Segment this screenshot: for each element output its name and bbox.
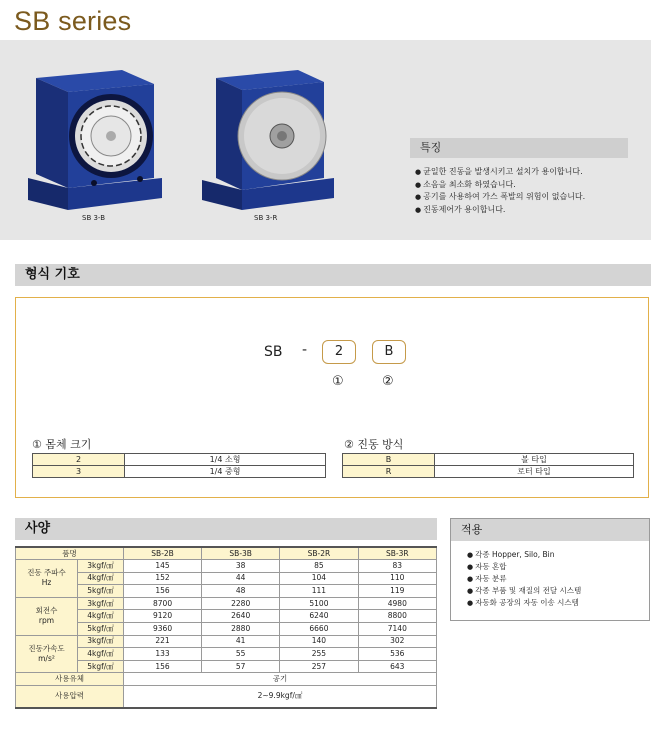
table-cell: 38 (202, 560, 280, 573)
product-label-sb3r: SB 3-R (254, 214, 278, 222)
spec-title: 사양 (15, 518, 437, 540)
group-label: 회전수 rpm (16, 597, 78, 635)
table-cell: 83 (358, 560, 436, 573)
vibration-title: ② 진동 방식 (344, 438, 404, 451)
table-cell: B (343, 454, 435, 466)
table-cell: 133 (124, 648, 202, 661)
code-box-body-size: 2 (322, 340, 356, 364)
feature-item: ● 공기를 사용하여 가스 폭발의 위험이 없습니다. (415, 191, 645, 204)
table-row (16, 572, 437, 585)
body-size-title: ① 몸체 크기 (32, 438, 92, 451)
table-cell: 111 (280, 585, 358, 598)
table-cell: 140 (280, 635, 358, 648)
application-title: 적용 (451, 519, 649, 541)
application-panel (450, 518, 650, 621)
table-cell: 8800 (358, 610, 436, 623)
table-cell: 85 (280, 560, 358, 573)
table-row (16, 585, 437, 598)
table-cell: 사용유체 (16, 673, 124, 686)
table-cell: 119 (358, 585, 436, 598)
table-cell: 110 (358, 572, 436, 585)
table-cell: 104 (280, 572, 358, 585)
table-cell: 57 (202, 660, 280, 673)
table-cell: 3 (33, 466, 125, 478)
table-cell: 7140 (358, 623, 436, 636)
table-cell: 255 (280, 648, 358, 661)
application-item: ● 자동화 공장의 자동 이송 시스템 (467, 597, 649, 609)
table-cell: 2880 (202, 623, 280, 636)
table-cell: 볼 타입 (435, 454, 634, 466)
table-row (33, 454, 326, 466)
table-cell: 44 (202, 572, 280, 585)
table-cell: 2 (33, 454, 125, 466)
table-row (343, 454, 634, 466)
table-cell: 1/4 중형 (125, 466, 326, 478)
table-cell: 4kgf/㎠ (78, 648, 124, 661)
table-cell: R (343, 466, 435, 478)
feature-item: ● 소음을 최소화 하였습니다. (415, 179, 645, 192)
page-title: SB series (14, 6, 132, 36)
application-item: ● 각종 부품 및 재질의 전달 시스템 (467, 585, 649, 597)
table-cell: 로터 타입 (435, 466, 634, 478)
table-cell: 536 (358, 648, 436, 661)
table-cell: 9360 (124, 623, 202, 636)
application-item: ● 자동 혼합 (467, 561, 649, 573)
code-box-vibration: B (372, 340, 406, 364)
model-code-box (15, 297, 649, 498)
table-cell: 221 (124, 635, 202, 648)
product-image-sb3r (198, 62, 338, 212)
table-row (33, 466, 326, 478)
table-cell: 145 (124, 560, 202, 573)
table-cell: 3kgf/㎠ (78, 597, 124, 610)
table-header: SB-2R (280, 547, 358, 560)
table-row (16, 623, 437, 636)
model-code-title: 형식 기호 (15, 264, 651, 286)
table-cell: 302 (358, 635, 436, 648)
code-num-2: ② (382, 374, 394, 389)
table-row (16, 597, 437, 610)
code-prefix: SB (264, 344, 283, 360)
product-image-sb3b (22, 60, 172, 210)
product-label-sb3b: SB 3-B (82, 214, 106, 222)
table-cell: 6660 (280, 623, 358, 636)
features-list (415, 166, 645, 216)
table-row (16, 635, 437, 648)
application-item: ● 자동 분류 (467, 573, 649, 585)
table-cell: 152 (124, 572, 202, 585)
table-cell: 3kgf/㎠ (78, 635, 124, 648)
table-cell: 4kgf/㎠ (78, 610, 124, 623)
table-row (16, 686, 437, 708)
table-row (343, 466, 634, 478)
table-cell: 41 (202, 635, 280, 648)
table-cell: 55 (202, 648, 280, 661)
table-header: SB-3B (202, 547, 280, 560)
table-row (16, 560, 437, 573)
body-size-table (32, 453, 326, 478)
table-row (16, 610, 437, 623)
code-num-1: ① (332, 374, 344, 389)
table-cell: 5kgf/㎠ (78, 585, 124, 598)
table-cell: 5kgf/㎠ (78, 660, 124, 673)
feature-item: ● 균일한 진동을 발생시키고 설치가 용이합니다. (415, 166, 645, 179)
table-cell: 48 (202, 585, 280, 598)
application-list (451, 541, 649, 609)
table-cell: 257 (280, 660, 358, 673)
table-header: SB-3R (358, 547, 436, 560)
table-cell: 6240 (280, 610, 358, 623)
group-label: 진동가속도 m/s² (16, 635, 78, 673)
table-cell: 3kgf/㎠ (78, 560, 124, 573)
table-cell: 사용압력 (16, 686, 124, 708)
application-item: ● 각종 Hopper, Silo, Bin (467, 549, 649, 561)
table-cell: 5kgf/㎠ (78, 623, 124, 636)
table-row (16, 660, 437, 673)
group-label: 진동 주파수 Hz (16, 560, 78, 598)
table-header: SB-2B (124, 547, 202, 560)
table-row (16, 648, 437, 661)
table-cell: 9120 (124, 610, 202, 623)
table-cell: 5100 (280, 597, 358, 610)
table-cell: 8700 (124, 597, 202, 610)
table-cell: 공기 (124, 673, 437, 686)
table-cell: 2640 (202, 610, 280, 623)
table-cell: 2~9.9kgf/㎠ (124, 686, 437, 708)
table-row (16, 673, 437, 686)
table-cell: 156 (124, 660, 202, 673)
table-cell: 4980 (358, 597, 436, 610)
table-cell: 156 (124, 585, 202, 598)
table-cell: 643 (358, 660, 436, 673)
table-cell: 2280 (202, 597, 280, 610)
table-row (16, 547, 437, 560)
feature-item: ● 진동제어가 용이합니다. (415, 204, 645, 217)
features-title: 특징 (410, 138, 628, 158)
table-header: 품명 (16, 547, 124, 560)
table-cell: 4kgf/㎠ (78, 572, 124, 585)
spec-table (15, 546, 437, 709)
code-dash: - (302, 342, 308, 358)
vibration-table (342, 453, 634, 478)
table-cell: 1/4 소형 (125, 454, 326, 466)
